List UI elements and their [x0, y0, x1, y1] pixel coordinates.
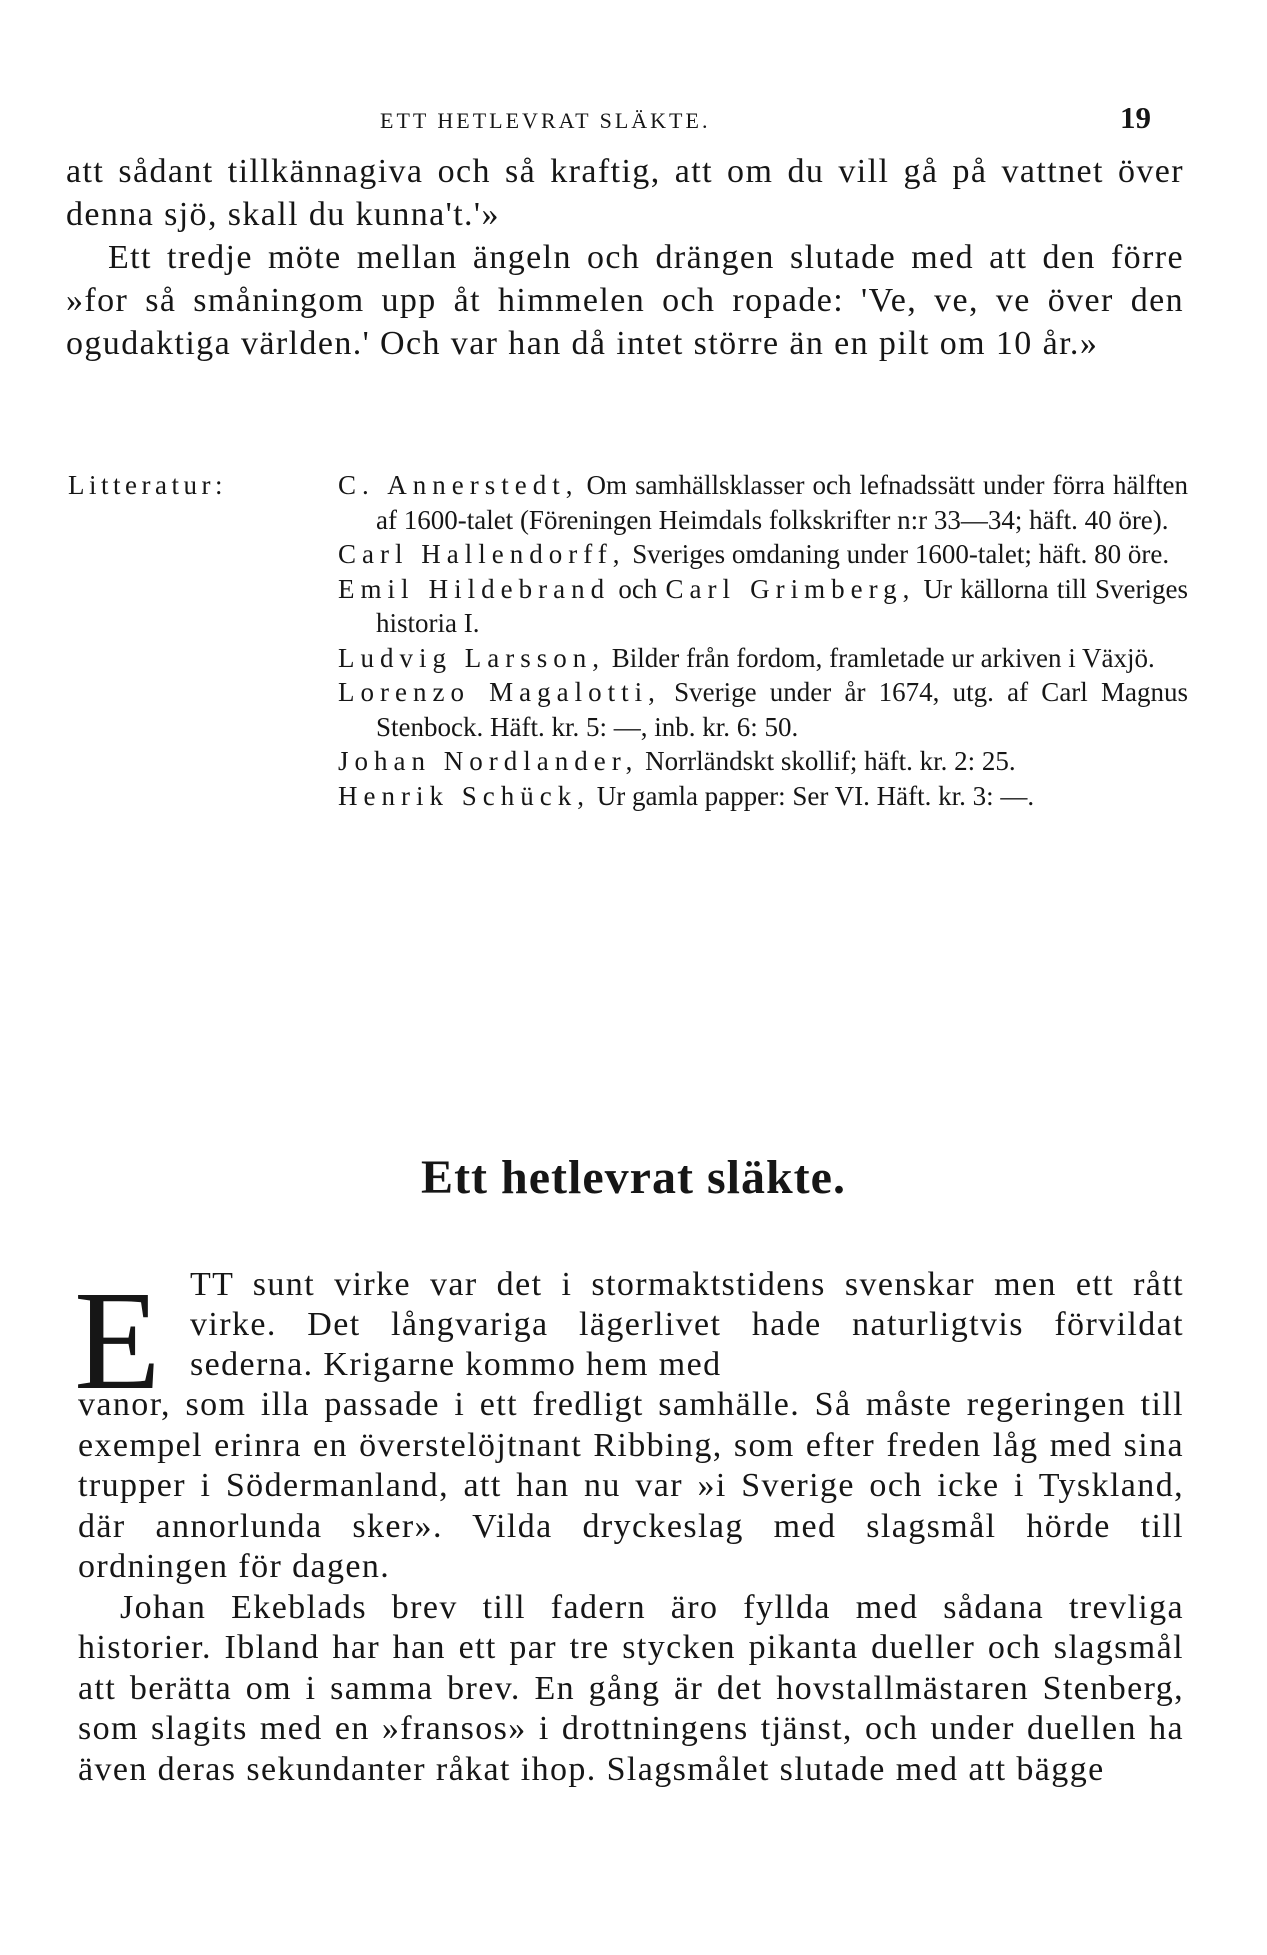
paragraph: vanor, som illa passade i ett fredligt samhälle. Så måste regeringen till exempel erinra en överstelöjtnant Ribbing, som efter freden låg med sina trupper i Södermanland, att han nu var »i Sverige och icke i Tyskland, där annorlunda sker». Vilda dryckeslag med slagsmål hörde till ordningen för dagen. — [78, 1386, 1184, 1585]
literature-entry — [338, 779, 1188, 814]
literature-entry — [338, 744, 1188, 779]
page-number: 19 — [1120, 100, 1151, 135]
entry-text: och — [610, 573, 666, 604]
author: Carl Grimberg, — [665, 573, 916, 604]
author: Ludvig Larsson, — [338, 642, 605, 673]
opening-text — [190, 1265, 1184, 1385]
author: Carl Hallendorff, — [338, 539, 626, 569]
literature-label: Litteratur: — [68, 470, 227, 500]
paragraph: att sådant tillkännagiva och så kraftig, att om du vill gå på vattnet över denna sjö, skall du kunna't.'» — [66, 153, 1184, 233]
paragraph: TT sunt virke var det i stormaktstidens svenskar men ett rått virke. Det långvariga lägerlivet hade naturligtvis förvildat sederna. Krigarne kommo hem med — [190, 1266, 1184, 1383]
entry-text: Ur gamla papper: Ser VI. Häft. kr. 3: —. — [589, 780, 1035, 811]
literature-entry — [338, 641, 1188, 676]
author: Johan Nordlander, — [338, 746, 639, 776]
author: Lorenzo Magalotti, — [338, 677, 661, 707]
literature-entry — [338, 537, 1188, 572]
entry-text: Sveriges omdaning under 1600-talet; häft. 80 öre. — [625, 539, 1170, 569]
literature-entry — [338, 572, 1188, 641]
drop-cap-initial: E — [74, 1261, 161, 1419]
author: Emil Hildebrand — [338, 573, 611, 604]
entry-text: Ur källorna till Sveriges historia I. — [376, 573, 1188, 638]
section-title: Ett hetlevrat släkte. — [421, 1151, 846, 1204]
running-head: ETT HETLEVRAT SLÄKTE. — [380, 108, 711, 133]
top-text — [66, 150, 1184, 365]
literature-list — [338, 468, 1188, 813]
author: C. Annerstedt, — [338, 470, 579, 500]
entry-text: Sverige under år 1674, utg. af Carl Magnus Stenbock. Häft. kr. 5: —, inb. kr. 6: 50. — [376, 677, 1189, 742]
author: Henrik Schück, — [338, 780, 590, 811]
entry-text: Bilder från fordom, framletade ur arkiven i Växjö. — [604, 642, 1155, 673]
section-body — [78, 1385, 1184, 1790]
paragraph: Ett tredje möte mellan ängeln och drängen slutade med att den förre »for så småningom upp åt himmelen och ropade: 'Ve, ve, ve över den ogudaktiga världen.' Och var han då intet större än en pilt om 10 år.» — [66, 239, 1184, 362]
literature-entry — [338, 468, 1188, 537]
entry-text: Om samhällsklasser och lefnadssätt under förra hälften af 1600-talet (Föreningen Heimdals folkskrifter n:r 33—34; häft. 40 öre). — [376, 470, 1188, 535]
literature-entry — [338, 675, 1188, 744]
entry-text: Norrländskt skollif; häft. kr. 2: 25. — [638, 746, 1016, 776]
paragraph: Johan Ekeblads brev till fadern äro fyllda med sådana trevliga historier. Ibland har han ett par tre stycken pikanta dueller och slagsmål att berätta om i samma brev. En gång är det hovstallmästaren Stenberg, som slagits med en »fransos» i drottningens tjänst, och under duellen ha även deras sekundanter råkat ihop. Slagsmålet slutade med att bägge — [78, 1588, 1184, 1788]
